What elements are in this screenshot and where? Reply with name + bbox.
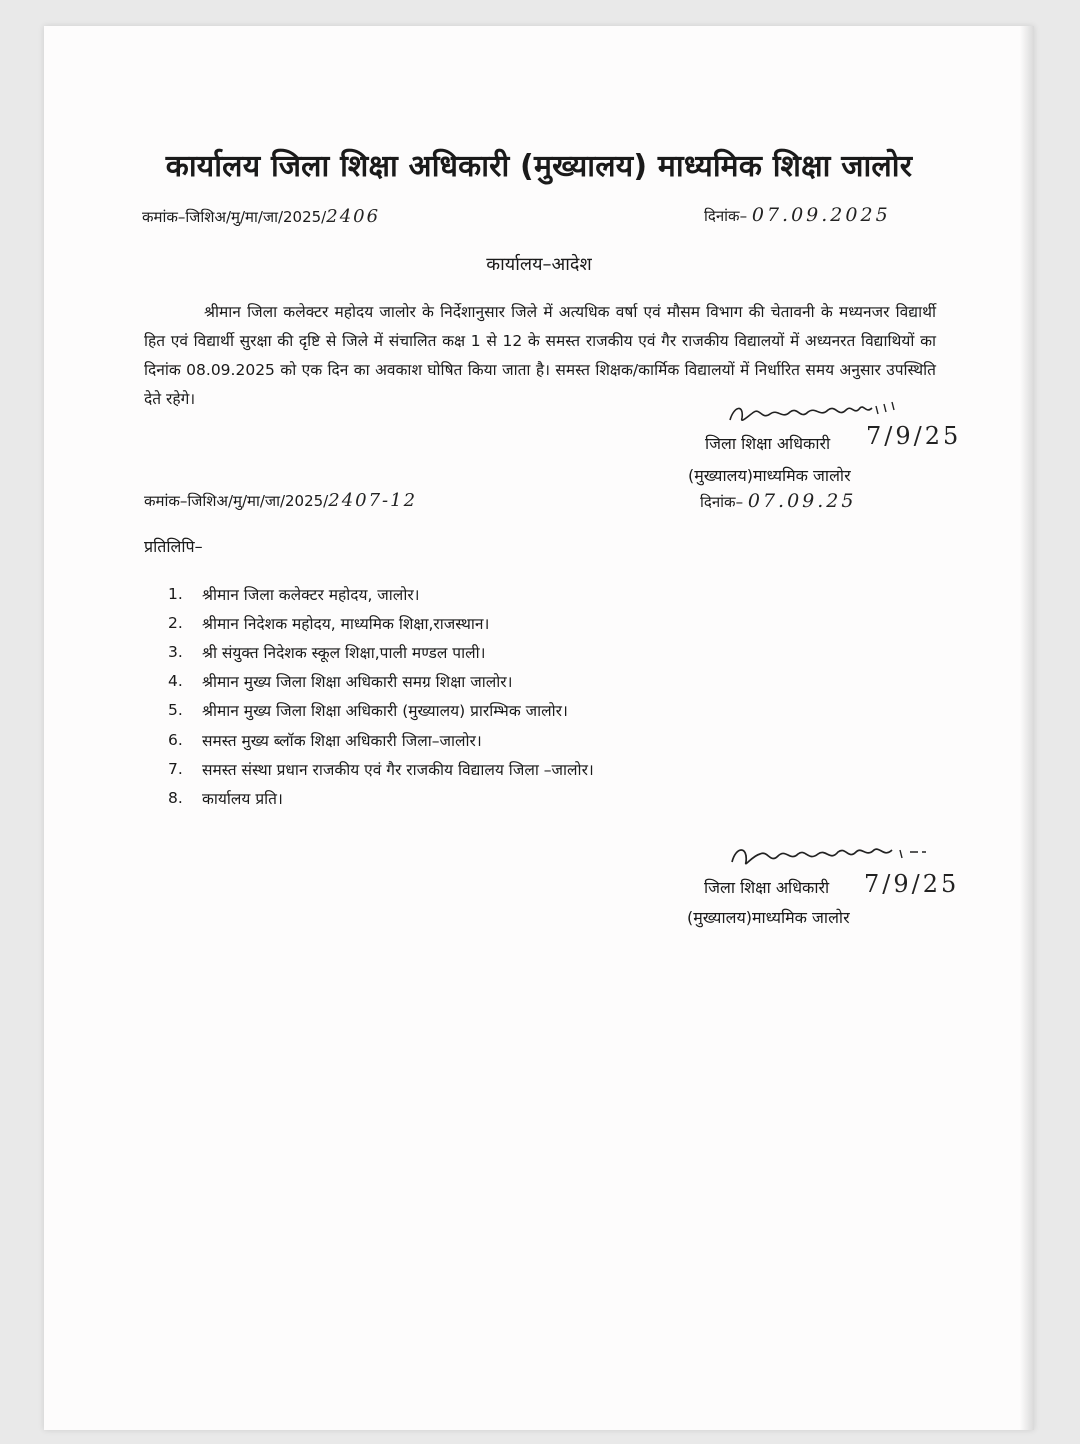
signature-2 bbox=[728, 840, 938, 872]
signature-1-date: 7/9/25 bbox=[866, 422, 962, 450]
order-title: कार्यालय–आदेश bbox=[486, 254, 592, 275]
signature-2-designation: जिला शिक्षा अधिकारी bbox=[704, 878, 830, 897]
list-item: 8. कार्यालय प्रति। bbox=[168, 788, 283, 808]
list-item: 5. श्रीमान मुख्य जिला शिक्षा अधिकारी (मुख्यालय) प्रारम्भिक जालोर। bbox=[168, 701, 568, 721]
signature-1-date-handwritten: 07.09.25 bbox=[747, 490, 857, 512]
document-page bbox=[44, 26, 1034, 1430]
order-date-handwritten: 07.09.2025 bbox=[751, 204, 891, 226]
order-body bbox=[144, 298, 936, 414]
signature-1-date-line bbox=[700, 490, 856, 512]
signature-1-office: (मुख्यालय)माध्यमिक जालोर bbox=[688, 466, 851, 485]
list-item: 6. समस्त मुख्य ब्लॉक शिक्षा अधिकारी जिला–जालोर। bbox=[168, 730, 482, 750]
list-item: 7. समस्त संस्था प्रधान राजकीय एवं गैर राजकीय विद्यालय जिला –जालोर। bbox=[168, 759, 594, 779]
signature-1-designation: जिला शिक्षा अधिकारी bbox=[705, 434, 831, 453]
order-number-printed: कमांक–जिशिअ/मु/मा/जा/2025/ bbox=[142, 208, 327, 226]
copy-heading: प्रतिलिपि– bbox=[144, 537, 203, 556]
copy-number-handwritten: 2407-12 bbox=[328, 490, 418, 511]
copy-number-printed: कमांक–जिशिअ/मु/मा/जा/2025/ bbox=[144, 492, 329, 510]
order-date-label: दिनांक– bbox=[704, 207, 748, 225]
order-body-text: श्रीमान जिला कलेक्टर महोदय जालोर के निर्देशानुसार जिले में अत्यधिक वर्षा एवं मौसम विभाग की चेतावनी के मध्यनजर विद्यार्थी हित एवं विद्यार्थी सुरक्षा की दृष्टि से जिले में संचालित कक्ष 1 से 12 के समस्त राजकीय एवं गैर राजकीय विद्यालयों में अध्यनरत विद्याथियों का दिनांक 08.09.2025 को एक दिन का अवकाश घोषित किया जाता है। समस्त शिक्षक/कार्मिक विद्यालयों में निर्धारित समय अनुसार उपस्थिति देते रहेगे। bbox=[144, 303, 936, 408]
order-number-handwritten: 2406 bbox=[326, 206, 381, 227]
signature-2-office: (मुख्यालय)माध्यमिक जालोर bbox=[687, 908, 850, 927]
order-number bbox=[142, 206, 380, 227]
copy-number bbox=[144, 490, 417, 511]
list-item: 3. श्री संयुक्त निदेशक स्कूल शिक्षा,पाली मण्डल पाली। bbox=[168, 642, 486, 662]
list-item: 4. श्रीमान मुख्य जिला शिक्षा अधिकारी समग्र शिक्षा जालोर। bbox=[168, 672, 513, 692]
list-item: 1. श्रीमान जिला कलेक्टर महोदय, जालोर। bbox=[168, 584, 420, 604]
page-edge-shadow bbox=[1020, 26, 1034, 1430]
copy-recipient-list bbox=[168, 579, 594, 813]
office-heading: कार्यालय जिला शिक्षा अधिकारी (मुख्यालय) माध्यमिक शिक्षा जालोर bbox=[165, 149, 913, 184]
order-date bbox=[704, 204, 891, 226]
signature-2-date: 7/9/25 bbox=[864, 870, 960, 898]
signature-1-date-label: दिनांक– bbox=[700, 493, 744, 511]
list-item: 2. श्रीमान निदेशक महोदय, माध्यमिक शिक्षा,राजस्थान। bbox=[168, 613, 490, 633]
